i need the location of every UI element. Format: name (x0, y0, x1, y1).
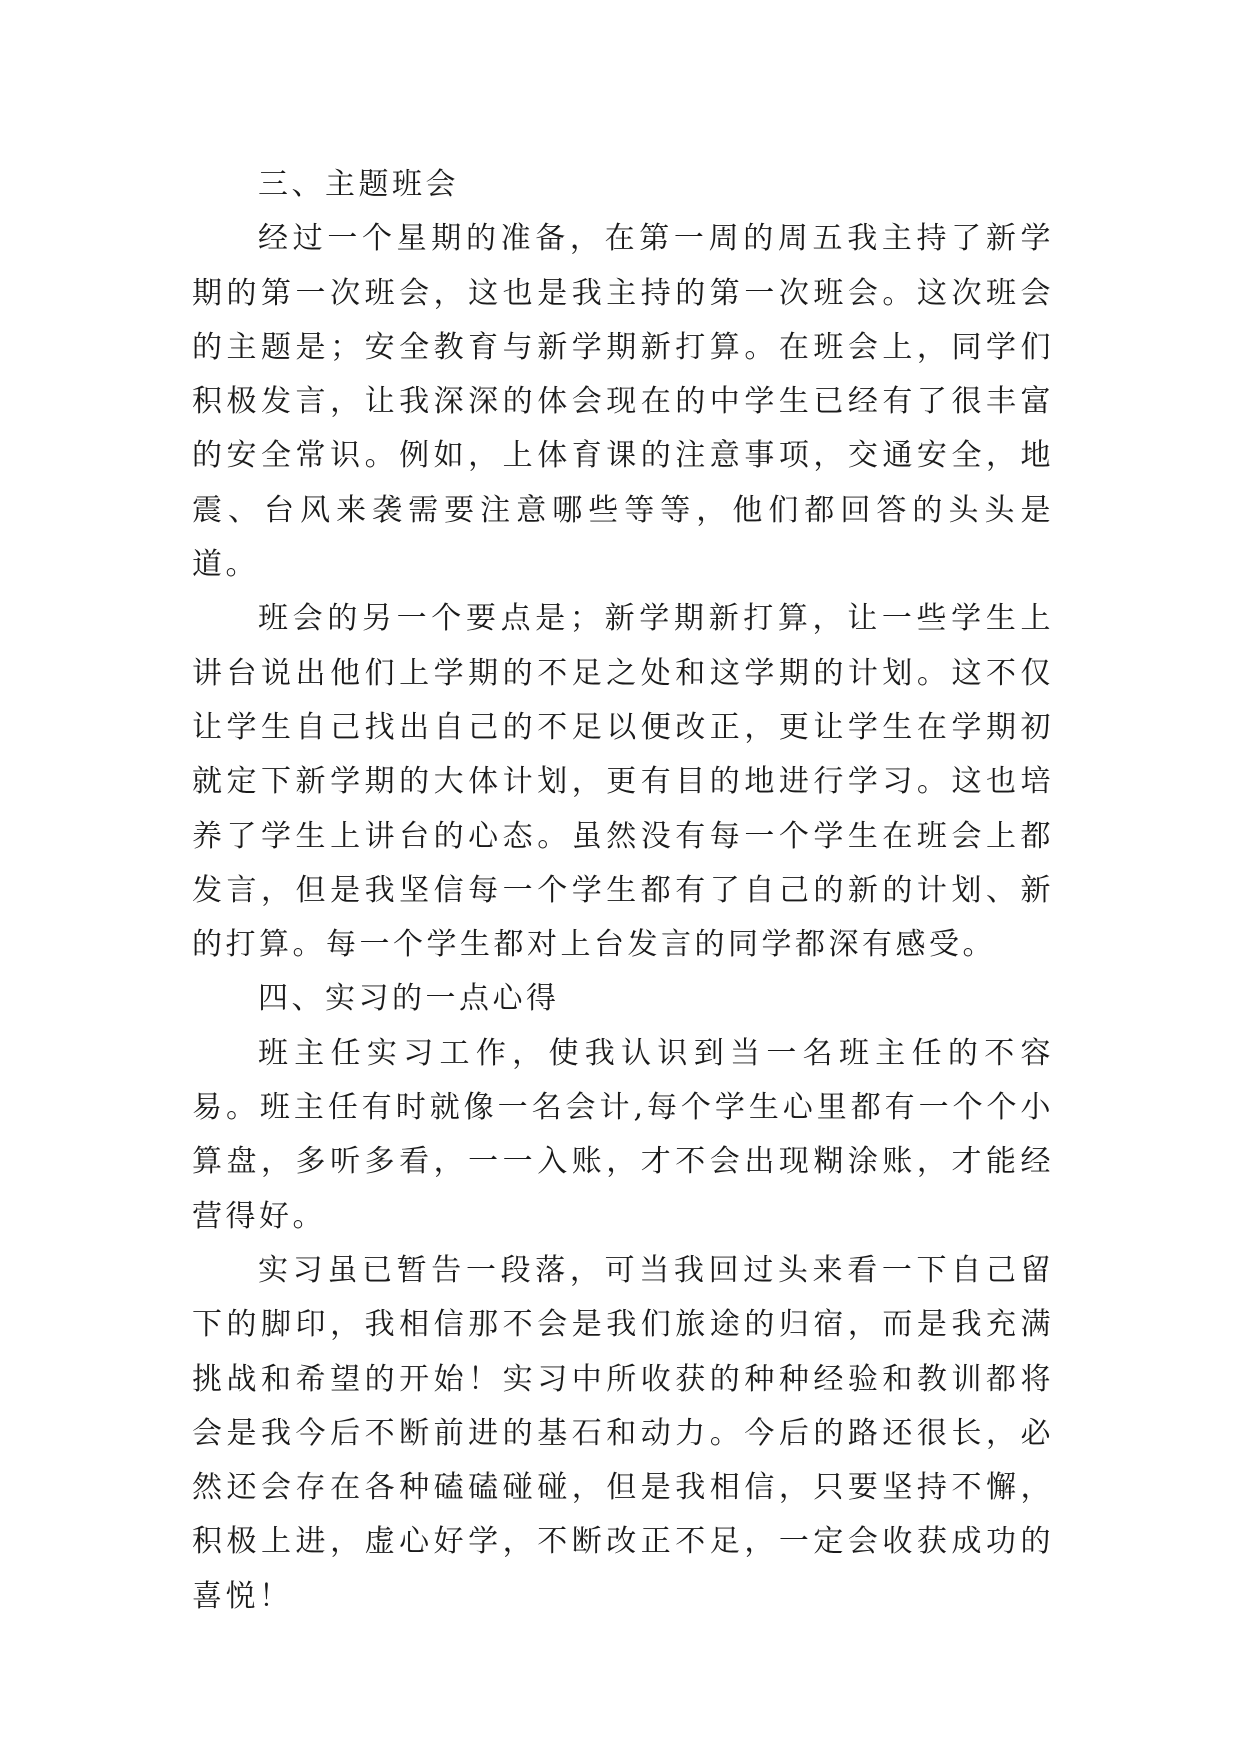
section-heading: 三、主题班会 (258, 167, 459, 202)
paragraph: 实习虽已暂告一段落，可当我回过头来看一下自己留下的脚印，我相信那不会是我们旅途的归宿，而是我充满挑战和希望的开始！实习中所收获的种种经验和教训都将会是我今后不断前进的基石和动力。今后的路还很长，必然还会存在各种磕磕碰碰，但是我相信，只要坚持不懈，积极上进，虚心好学，不断改正不足，一定会收获成功的喜悦！ (192, 1252, 1054, 1614)
section-heading: 四、实习的一点心得 (258, 981, 560, 1017)
paragraph: 班会的另一个要点是；新学期新打算，让一些学生上讲台说出他们上学期的不足之处和这学期的计划。这不仅让学生自己找出自己的不足以便改正，更让学生在学期初就定下新学期的大体计划，更有目的地进行学习。这也培养了学生上讲台的心态。虽然没有每一个学生在班会上都发言，但是我坚信每一个学生都有了自己的新的计划、新的打算。每一个学生都对上台发言的同学都深有感受。 (192, 601, 1054, 963)
document-body (192, 158, 1054, 1624)
paragraph: 经过一个星期的准备，在第一周的周五我主持了新学期的第一次班会，这也是我主持的第一次班会。这次班会的主题是；安全教育与新学期新打算。在班会上，同学们积极发言，让我深深的体会现在的中学生已经有了很丰富的安全常识。例如，上体育课的注意事项，交通安全，地震、台风来袭需要注意哪些等等，他们都回答的头头是道。 (192, 221, 1054, 583)
paragraph: 班主任实习工作，使我认识到当一名班主任的不容易。班主任有时就像一名会计,每个学生心里都有一个个小算盘，多听多看，一一入账，才不会出现糊涂账，才能经营得好。 (192, 1035, 1054, 1234)
